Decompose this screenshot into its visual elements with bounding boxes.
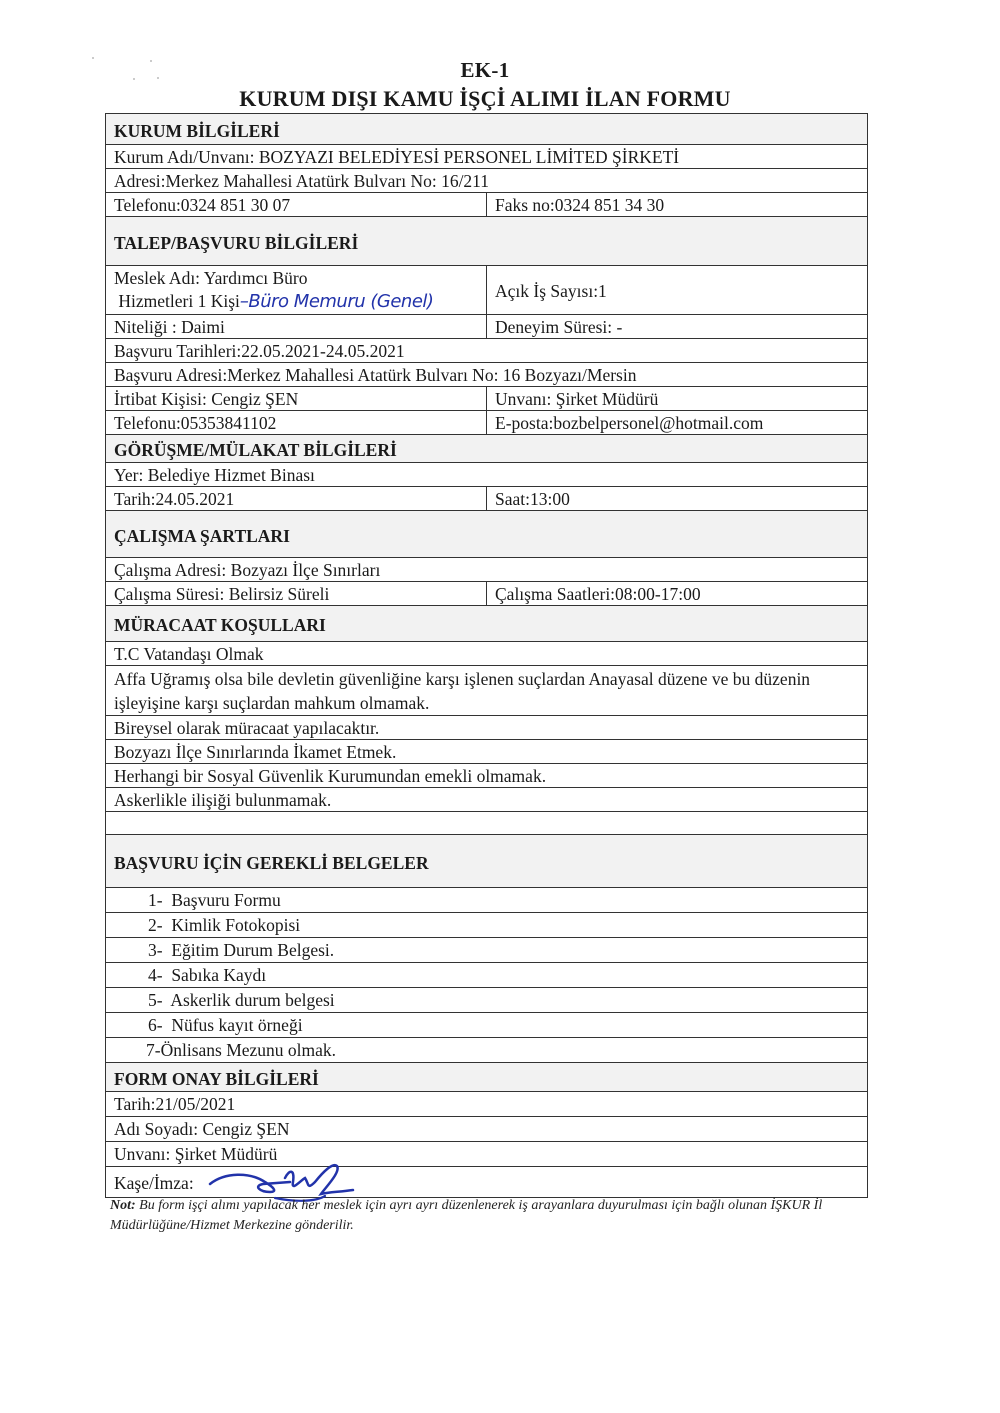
contact-email[interactable]: E-posta:bozbelpersonel@hotmail.com [495, 413, 764, 433]
condition-item: Herhangi bir Sosyal Güvenlik Kurumundan emekli olmamak. [114, 766, 547, 786]
approver-name: Adı Soyadı: Cengiz ŞEN [114, 1119, 290, 1139]
occupation-row [106, 266, 867, 315]
document-item: 2- Kimlik Fotokopisi [148, 915, 301, 935]
footnote-text: Bu form işçi alımı yapılacak her meslek için ayrı ayrı düzenlenerek iş arayanlara duyurulması için bağlı olunan İŞKUR İl Müdürlüğüne/Hizmet Merkezine gönderilir. [110, 1198, 823, 1233]
institution-fax: Faks no:0324 851 34 30 [495, 195, 665, 215]
stamp-signature-label: Kaşe/İmza: [114, 1172, 194, 1193]
section-header-muracaat [106, 606, 867, 642]
institution-name-row [106, 145, 867, 169]
experience-duration: Deneyim Süresi: - [495, 317, 623, 337]
application-address: Başvuru Adresi:Merkez Mahallesi Atatürk Bulvarı No: 16 Bozyazı/Mersin [114, 365, 637, 385]
occupation-line-2-text: Hizmetleri 1 Kişi [114, 291, 240, 311]
section-header-onay [106, 1063, 867, 1092]
application-address-row [106, 363, 867, 387]
institution-name: Kurum Adı/Unvanı: BOZYAZI BELEDİYESİ PERSONEL LİMİTED ŞİRKETİ [114, 147, 680, 167]
work-hours: Çalışma Saatleri:08:00-17:00 [495, 584, 701, 604]
section-title: GÖRÜŞME/MÜLAKAT BİLGİLERİ [114, 440, 397, 460]
footnote-label: Not: [110, 1198, 136, 1213]
work-address: Çalışma Adresi: Bozyazı İlçe Sınırları [114, 560, 381, 580]
document-row [106, 963, 867, 988]
institution-phone: Telefonu:0324 851 30 07 [106, 193, 487, 216]
announcement-form [105, 113, 868, 1198]
section-title: ÇALIŞMA ŞARTLARI [114, 525, 290, 546]
condition-row [106, 764, 867, 788]
condition-item: Bozyazı İlçe Sınırlarında İkamet Etmek. [114, 742, 397, 762]
section-header-belgeler [106, 835, 867, 888]
document-row [106, 1013, 867, 1038]
interview-time: Saat:13:00 [495, 489, 570, 509]
section-title: MÜRACAAT KOŞULLARI [114, 615, 326, 635]
interview-place: Yer: Belediye Hizmet Binası [114, 465, 315, 485]
document-item: 6- Nüfus kayıt örneği [148, 1015, 303, 1035]
document-item: 7-Önlisans Mezunu olmak. [146, 1040, 337, 1060]
work-terms-row [106, 582, 867, 606]
position-nature: Niteliği : Daimi [106, 315, 487, 338]
nature-row [106, 315, 867, 339]
interview-datetime-row [106, 487, 867, 511]
open-positions: Açık İş Sayısı:1 [495, 280, 607, 301]
section-header-talep [106, 217, 867, 266]
condition-row [106, 788, 867, 812]
occupation-line-1: Meslek Adı: Yardımcı Büro [114, 268, 308, 288]
document-row [106, 1038, 867, 1063]
section-title: TALEP/BAŞVURU BİLGİLERİ [114, 232, 359, 253]
document-item: 5- Askerlik durum belgesi [148, 990, 335, 1010]
section-header-kurum [106, 114, 867, 145]
contact-person: İrtibat Kişisi: Cengiz ŞEN [106, 387, 487, 410]
institution-address-row [106, 169, 867, 193]
work-duration: Çalışma Süresi: Belirsiz Süreli [106, 582, 487, 605]
handwritten-annotation: –Büro Memuru (Genel) [239, 291, 434, 312]
empty-row [106, 812, 867, 835]
interview-place-row [106, 463, 867, 487]
institution-contact-row [106, 193, 867, 217]
approver-title: Unvanı: Şirket Müdürü [114, 1144, 278, 1164]
contact-person-row [106, 387, 867, 411]
interview-date: Tarih:24.05.2021 [106, 487, 487, 510]
contact-phone: Telefonu:05353841102 [106, 411, 487, 434]
document-item: 1- Başvuru Formu [148, 890, 281, 910]
document-row [106, 913, 867, 938]
form-title: KURUM DIŞI KAMU İŞÇİ ALIMI İLAN FORMU [239, 86, 731, 111]
occupation-line-2 [114, 290, 478, 313]
condition-row [106, 716, 867, 740]
contact-title: Unvanı: Şirket Müdürü [495, 389, 659, 409]
section-title: FORM ONAY BİLGİLERİ [114, 1068, 319, 1089]
document-row [106, 888, 867, 913]
document-row [106, 938, 867, 963]
work-address-row [106, 558, 867, 582]
footnote [110, 1196, 880, 1236]
document-item: 4- Sabıka Kaydı [148, 965, 267, 985]
condition-item: T.C Vatandaşı Olmak [114, 644, 264, 664]
condition-row [106, 666, 867, 716]
document-row [106, 988, 867, 1013]
section-title: BAŞVURU İÇİN GEREKLİ BELGELER [114, 852, 429, 873]
approval-date: Tarih:21/05/2021 [114, 1094, 236, 1114]
condition-row [106, 740, 867, 764]
section-header-gorusme [106, 435, 867, 463]
approval-date-row [106, 1092, 867, 1117]
application-dates-row [106, 339, 867, 363]
document-item: 3- Eğitim Durum Belgesi. [148, 940, 335, 960]
condition-item: Askerlikle ilişiği bulunmamak. [114, 790, 332, 810]
condition-item: Affa Uğramış olsa bile devletin güvenliğine karşı işlenen suçlardan Anayasal düzene ve bu düzenin işleyişine karşı suçlardan mahkum olmamak. [114, 669, 811, 713]
occupation [106, 266, 487, 314]
contact-details-row [106, 411, 867, 435]
condition-row [106, 642, 867, 666]
condition-item: Bireysel olarak müracaat yapılacaktır. [114, 718, 380, 738]
approval-name-row [106, 1117, 867, 1142]
application-dates: Başvuru Tarihleri:22.05.2021-24.05.2021 [114, 341, 405, 361]
section-title: KURUM BİLGİLERİ [114, 120, 280, 141]
institution-address: Adresi:Merkez Mahallesi Atatürk Bulvarı No: 16/211 [114, 171, 490, 191]
annex-label: EK-1 [460, 58, 510, 82]
section-header-calisma [106, 511, 867, 558]
